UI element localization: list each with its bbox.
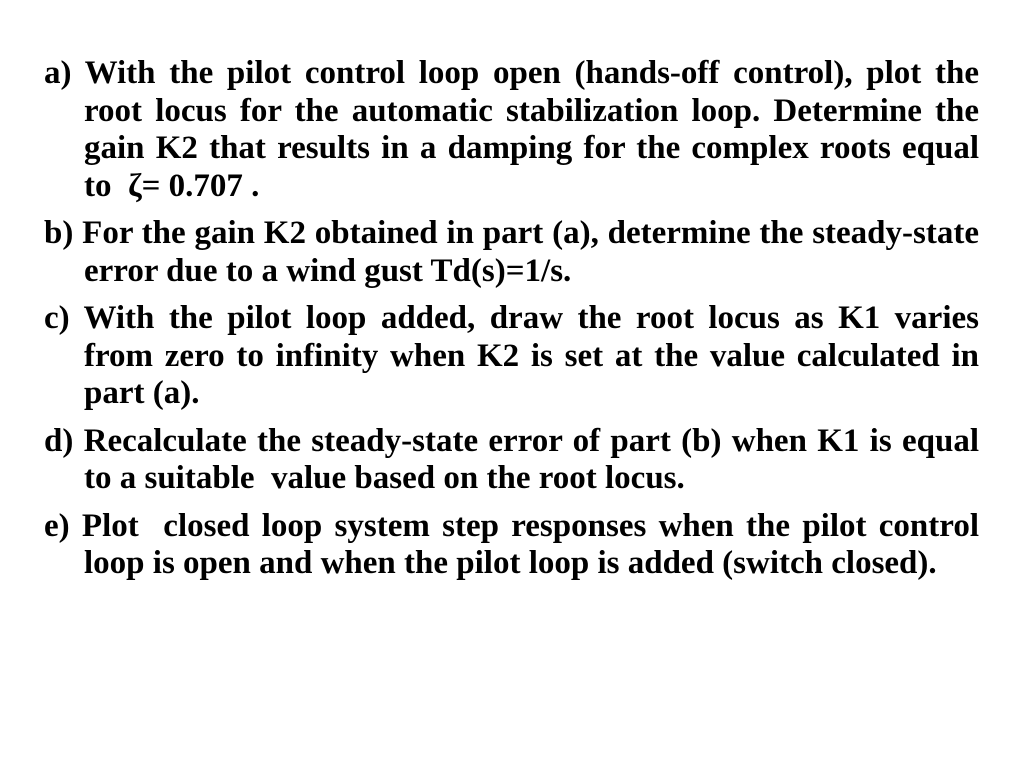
question-item-b [44,215,988,290]
question-text-e: e) Plot closed loop system step responses when the pilot control loop is open and when the pilot loop is added (switch closed). [44,507,988,581]
question-item-c [44,300,988,413]
question-item-d [44,422,988,498]
question-text-c: c) With the pilot loop added, draw the root locus as K1 varies from zero to infinity when K2 is set at the value calculated in part (a). [44,300,988,411]
question-text-b: b) For the gain K2 obtained in part (a), determine the steady-state error due to a wind gust Td(s)=1/s. [44,215,988,289]
question-text-a: a) With the pilot control loop open (hands-off control), plot the root locus for the automatic stabilization loop. Determine the gain K2 that results in a damping for the complex roots equal to ζ= 0.707 . [44,55,988,204]
question-item-a [44,55,988,205]
question-item-e [44,507,988,583]
question-text-d: d) Recalculate the steady-state error of part (b) when K1 is equal to a suitable value based on the root locus. [44,422,988,496]
